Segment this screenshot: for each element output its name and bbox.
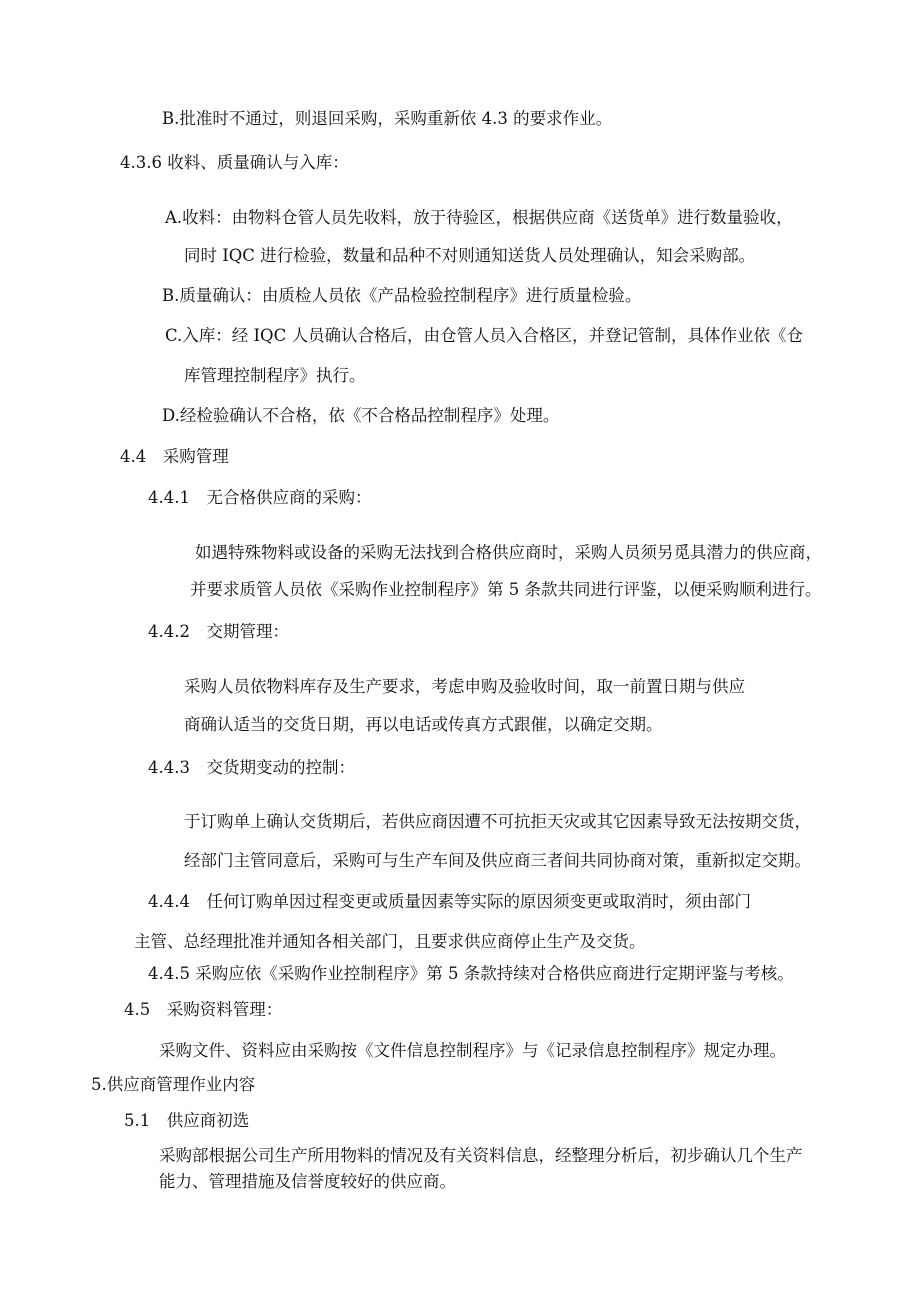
item-4-3-6-a-line-1: A.收料：由物料仓管人员先收料，放于待验区，根据供应商《送货单》进行数量验收， xyxy=(165,208,793,227)
heading-4-4: 4.4 采购管理 xyxy=(120,447,229,466)
para-4-4-2-line-1: 采购人员依物料库存及生产要求，考虑申购及验收时间，取一前置日期与供应 xyxy=(184,677,745,696)
heading-4-5: 4.5 采购资料管理： xyxy=(124,1000,283,1019)
para-4-5: 采购文件、资料应由采购按《文件信息控制程序》与《记录信息控制程序》规定办理。 xyxy=(159,1041,786,1060)
heading-4-3-6: 4.3.6 收料、质量确认与入库： xyxy=(120,153,349,172)
para-4-4-5: 4.4.5 采购应依《采购作业控制程序》第 5 条款持续对合格供应商进行定期评鉴与考核。 xyxy=(148,964,794,983)
heading-4-4-1: 4.4.1 无合格供应商的采购： xyxy=(148,488,372,507)
heading-5-1: 5.1 供应商初选 xyxy=(124,1111,250,1130)
para-5-1-line-1: 采购部根据公司生产所用物料的情况及有关资料信息，经整理分析后，初步确认几个生产 xyxy=(159,1146,803,1165)
item-4-3-6-c-line-2: 库管理控制程序》执行。 xyxy=(184,366,366,385)
para-4-4-3-line-2: 经部门主管同意后，采购可与生产车间及供应商三者间共同协商对策，重新拟定交期。 xyxy=(184,851,811,870)
para-4-4-2-line-2: 商确认适当的交货日期，再以电话或传真方式跟催，以确定交期。 xyxy=(184,715,663,734)
para-4-4-3-line-1: 于订购单上确认交货期后，若供应商因遭不可抗拒天灾或其它因素导致无法按期交货， xyxy=(184,812,811,831)
item-4-3-6-b: B.质量确认：由质检人员依《产品检验控制程序》进行质量检验。 xyxy=(162,286,642,305)
para-4-4-4-line-1: 4.4.4 任何订购单因过程变更或质量因素等实际的原因须变更或取消时，须由部门 xyxy=(148,892,751,911)
heading-4-4-2: 4.4.2 交期管理： xyxy=(148,622,289,641)
para-4-4-4-line-2: 主管、总经理批准并通知各相关部门，且要求供应商停止生产及交货。 xyxy=(134,932,646,951)
para-5-1-line-2: 能力、管理措施及信誉度较好的供应商。 xyxy=(159,1172,456,1191)
para-4-4-1-line-1: 如遇特殊物料或设备的采购无法找到合格供应商时，采购人员须另觅具潜力的供应商， xyxy=(195,543,822,562)
heading-4-4-3: 4.4.3 交货期变动的控制： xyxy=(148,758,355,777)
heading-5: 5.供应商管理作业内容 xyxy=(91,1075,256,1094)
item-4-3-6-d: D.经检验确认不合格，依《不合格品控制程序》处理。 xyxy=(162,406,560,425)
item-4-3-6-a-line-2: 同时 IQC 进行检验，数量和品种不对则通知送货人员处理确认，知会采购部。 xyxy=(184,246,756,265)
item-4-3-6-c-line-1: C.入库：经 IQC 人员确认合格后，由仓管人员入合格区，并登记管制，具体作业依《仓 xyxy=(165,326,803,345)
para-4-4-1-line-2: 并要求质管人员依《采购作业控制程序》第 5 条款共同进行评鉴，以便采购顺利进行。 xyxy=(190,580,822,599)
item-4-3-5-b: B.批准时不通过，则退回采购，采购重新依 4.3 的要求作业。 xyxy=(162,109,613,128)
